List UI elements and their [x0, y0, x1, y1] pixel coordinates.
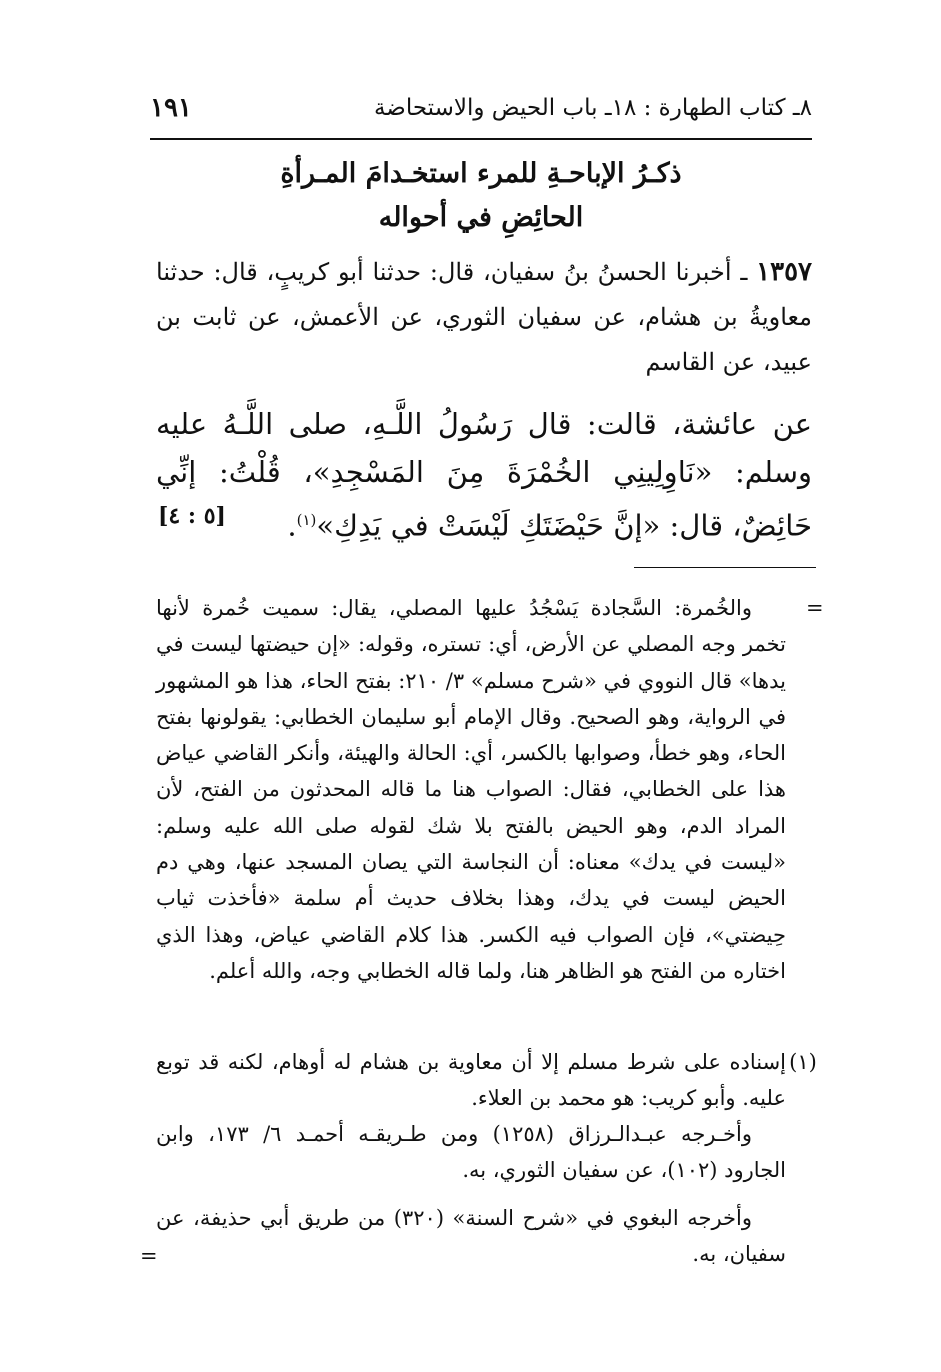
footnote-continuation — [156, 590, 786, 989]
hadith-reference: [٥ : ٤] — [158, 503, 226, 529]
matn-end-punct: . — [287, 508, 297, 543]
footnote-separator — [634, 567, 816, 568]
matn-text: عن عائشة، قالت: قال رَسُولُ اللَّـهِ، صلى اللَّـهُ عليه وسلم: «نَاوِلِينِي الخُمْرَةَ مِنَ المَسْجِدِ»، قُلْتُ: إنِّي حَائِضٌ، قال: «إنَّ حَيْضَتَكِ لَيْسَتْ في يَدِكِ» — [156, 407, 812, 543]
hadith-matn — [156, 400, 812, 550]
footnote-1-para-3 — [156, 1200, 786, 1273]
header-rule — [150, 138, 812, 140]
page-header — [150, 88, 812, 128]
page-number: ١٩١ — [150, 93, 192, 123]
running-title: ٨ـ كتاب الطهارة : ١٨ـ باب الحيض والاستحاضة — [373, 95, 812, 121]
hadith-isnad — [156, 250, 812, 385]
end-continuation-marker: = — [140, 1244, 158, 1268]
footnote-1-para-2 — [156, 1116, 786, 1189]
footnote-1-para-2-text: وأخـرجه عبـدالـرزاق (١٢٥٨) ومن طـريقـه أحمـد ٦/ ١٧٣، وابن الجارود (١٠٢)، عن سفيان الثوري، به. — [156, 1122, 786, 1183]
section-title-line-1: ذكـرُ الإباحـةِ للمرء استخـدامَ المـرأةِ — [280, 158, 682, 189]
hadith-number: ١٣٥٧ — [756, 257, 812, 287]
footnote-1-para-3-text: وأخرجه البغوي في «شرح السنة» (٣٢٠) من طريق أبي حذيفة، عن سفيان، به. — [156, 1206, 786, 1267]
footnote-continuation-text: والخُمرة: السَّجادة يَسْجُدُ عليها المصلي، يقال: سميت خُمرة لأنها تخمر وجه المصلي عن الأرض، أي: تستره، وقوله: «إن حيضتها ليست في يدها» قال النووي في «شرح مسلم» ٣/ ٢١٠: بفتح الحاء، هذا هو المشهور في الرواية، وهو الصحيح. وقال الإمام أبو سليمان الخطابي: يقولونها بفتح الحاء، وهو خطأ، وصوابها بالكسر، أي: الحالة والهيئة، وأنكر القاضي عياض هذا على الخطابي، فقال: الصواب هنا ما قاله المحدثون من الفتح، لأن المراد الدم، وهو الحيض بالفتح بلا شك لقوله صلى الله عليه وسلم: «ليست في يدك» معناه: أن النجاسة التي يصان المسجد عنها، وهي دم الحيض ليست في يدك، وهذا بخلاف حديث أم سلمة «فأخذت ثياب حِيضتي»، فإن الصواب فيه الكسر. هذا كلام القاضي عياض، وهذا الذي اختاره من الفتح هو الظاهر هنا، ولما قاله الخطابي وجه، والله أعلم. — [155, 596, 786, 983]
footnote-1-marker: (١) — [789, 1050, 817, 1074]
isnad-text: ـ أخبرنا الحسنُ بنُ سفيان، قال: حدثنا أبو كريبٍ، قال: حدثنا معاويةُ بن هشام، عن سفيان الثوري، عن الأعمش، عن ثابت بن عبيد، عن القاسم — [156, 258, 812, 376]
footnote-reference: (١) — [296, 511, 317, 529]
footnote-1-para-1: إسناده على شرط مسلم إلا أن معاوية بن هشام له أوهام، لكنه قد توبع عليه. وأبو كريب: هو محمد بن العلاء. — [156, 1050, 786, 1111]
section-title-line-2: الحائِضِ في أحواله — [378, 202, 584, 233]
continuation-marker: = — [806, 596, 824, 620]
